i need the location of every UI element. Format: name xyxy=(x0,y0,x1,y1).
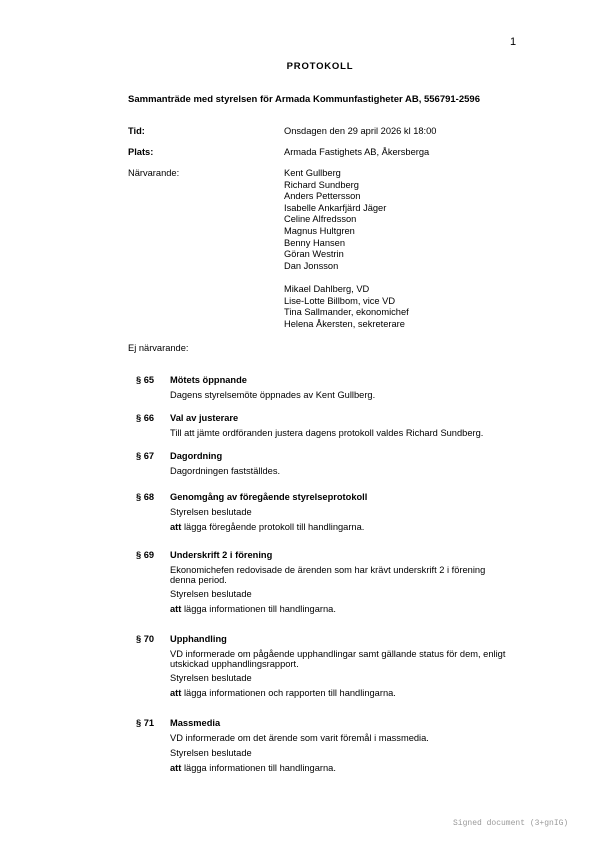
section-title: Massmedia xyxy=(170,718,221,728)
attendee-name: Celine Alfredsson xyxy=(284,214,357,225)
staff-name: Lise-Lotte Billbom, vice VD xyxy=(284,295,396,306)
place-value: Armada Fastighets AB, Åkersberga xyxy=(284,147,430,157)
section-65 xyxy=(128,375,548,405)
section-number: § 69 xyxy=(136,550,155,560)
section-title: Genomgång av föregående styrelseprotokoll xyxy=(170,492,368,502)
section-text: Dagens styrelsemöte öppnades av Kent Gullberg. xyxy=(170,390,376,400)
attendee-list xyxy=(284,168,409,330)
document-title: PROTOKOLL xyxy=(286,61,354,72)
section-67 xyxy=(128,451,548,481)
section-number: § 67 xyxy=(136,451,155,461)
section-text: VD informerade om pågående upphandlingar samt gällande status för dem, enligt xyxy=(170,649,506,659)
att-keyword: att xyxy=(170,522,182,532)
section-title: Dagordning xyxy=(170,451,223,461)
section-number: § 65 xyxy=(136,375,155,385)
present-label: Närvarande: xyxy=(128,168,180,178)
place-label: Plats: xyxy=(128,147,154,157)
attendee-name: Kent Gullberg xyxy=(284,168,341,178)
attendee-name: Dan Jonsson xyxy=(284,260,339,271)
decision-intro: Styrelsen beslutade xyxy=(170,589,252,599)
section-title: Underskrift 2 i förening xyxy=(170,550,273,560)
meeting-heading: Sammanträde med styrelsen för Armada Kommunfastigheter AB, 556791-2596 xyxy=(128,94,480,105)
section-text: utskickad upphandlingsrapport. xyxy=(170,659,299,669)
section-66 xyxy=(128,413,548,443)
attendee-name: Magnus Hultgren xyxy=(284,225,355,236)
section-text: Dagordningen fastställdes. xyxy=(170,466,281,476)
section-69 xyxy=(128,550,548,619)
attendee-name: Isabelle Ankarfjärd Jäger xyxy=(284,202,387,213)
decision-text: lägga informationen och rapporten till handlingarna. xyxy=(183,688,396,698)
section-68 xyxy=(128,492,548,537)
section-70 xyxy=(128,634,548,703)
staff-name: Tina Sallmander, ekonomichef xyxy=(284,307,409,318)
section-text: VD informerade om det ärende som varit föremål i massmedia. xyxy=(170,733,429,743)
att-keyword: att xyxy=(170,688,182,698)
decision-intro: Styrelsen beslutade xyxy=(170,748,252,758)
section-text: Till att jämte ordföranden justera dagens protokoll valdes Richard Sundberg. xyxy=(170,428,484,438)
section-number: § 66 xyxy=(136,413,155,423)
decision-text: lägga informationen till handlingarna. xyxy=(183,604,336,614)
att-keyword: att xyxy=(170,763,182,773)
staff-name: Mikael Dahlberg, VD xyxy=(284,283,370,294)
section-title: Mötets öppnande xyxy=(170,375,247,385)
section-number: § 70 xyxy=(136,634,155,644)
signed-document-watermark: Signed document (3+gnIG) xyxy=(453,819,569,828)
staff-name: Helena Åkersten, sekreterare xyxy=(284,318,405,329)
attendee-name: Richard Sundberg xyxy=(284,179,359,190)
time-value: Onsdagen den 29 april 2026 kl 18:00 xyxy=(284,126,437,136)
decision-intro: Styrelsen beslutade xyxy=(170,507,252,517)
attendee-name: Göran Westrin xyxy=(284,249,344,260)
absent-label: Ej närvarande: xyxy=(128,343,189,353)
section-text: Ekonomichefen redovisade de ärenden som har krävt underskrift 2 i förening xyxy=(170,565,486,575)
section-title: Upphandling xyxy=(170,634,227,644)
att-keyword: att xyxy=(170,604,182,614)
section-number: § 68 xyxy=(136,492,155,502)
attendee-name: Benny Hansen xyxy=(284,237,345,248)
section-title: Val av justerare xyxy=(170,413,239,423)
time-label: Tid: xyxy=(128,126,145,136)
section-number: § 71 xyxy=(136,718,155,728)
decision-text: lägga föregående protokoll till handlingarna. xyxy=(183,522,365,532)
decision-text: lägga informationen till handlingarna. xyxy=(183,763,336,773)
decision-intro: Styrelsen beslutade xyxy=(170,673,252,683)
section-text: denna period. xyxy=(170,575,227,585)
page-number: 1 xyxy=(510,36,517,48)
attendee-name: Anders Pettersson xyxy=(284,191,361,202)
section-71 xyxy=(128,718,548,778)
